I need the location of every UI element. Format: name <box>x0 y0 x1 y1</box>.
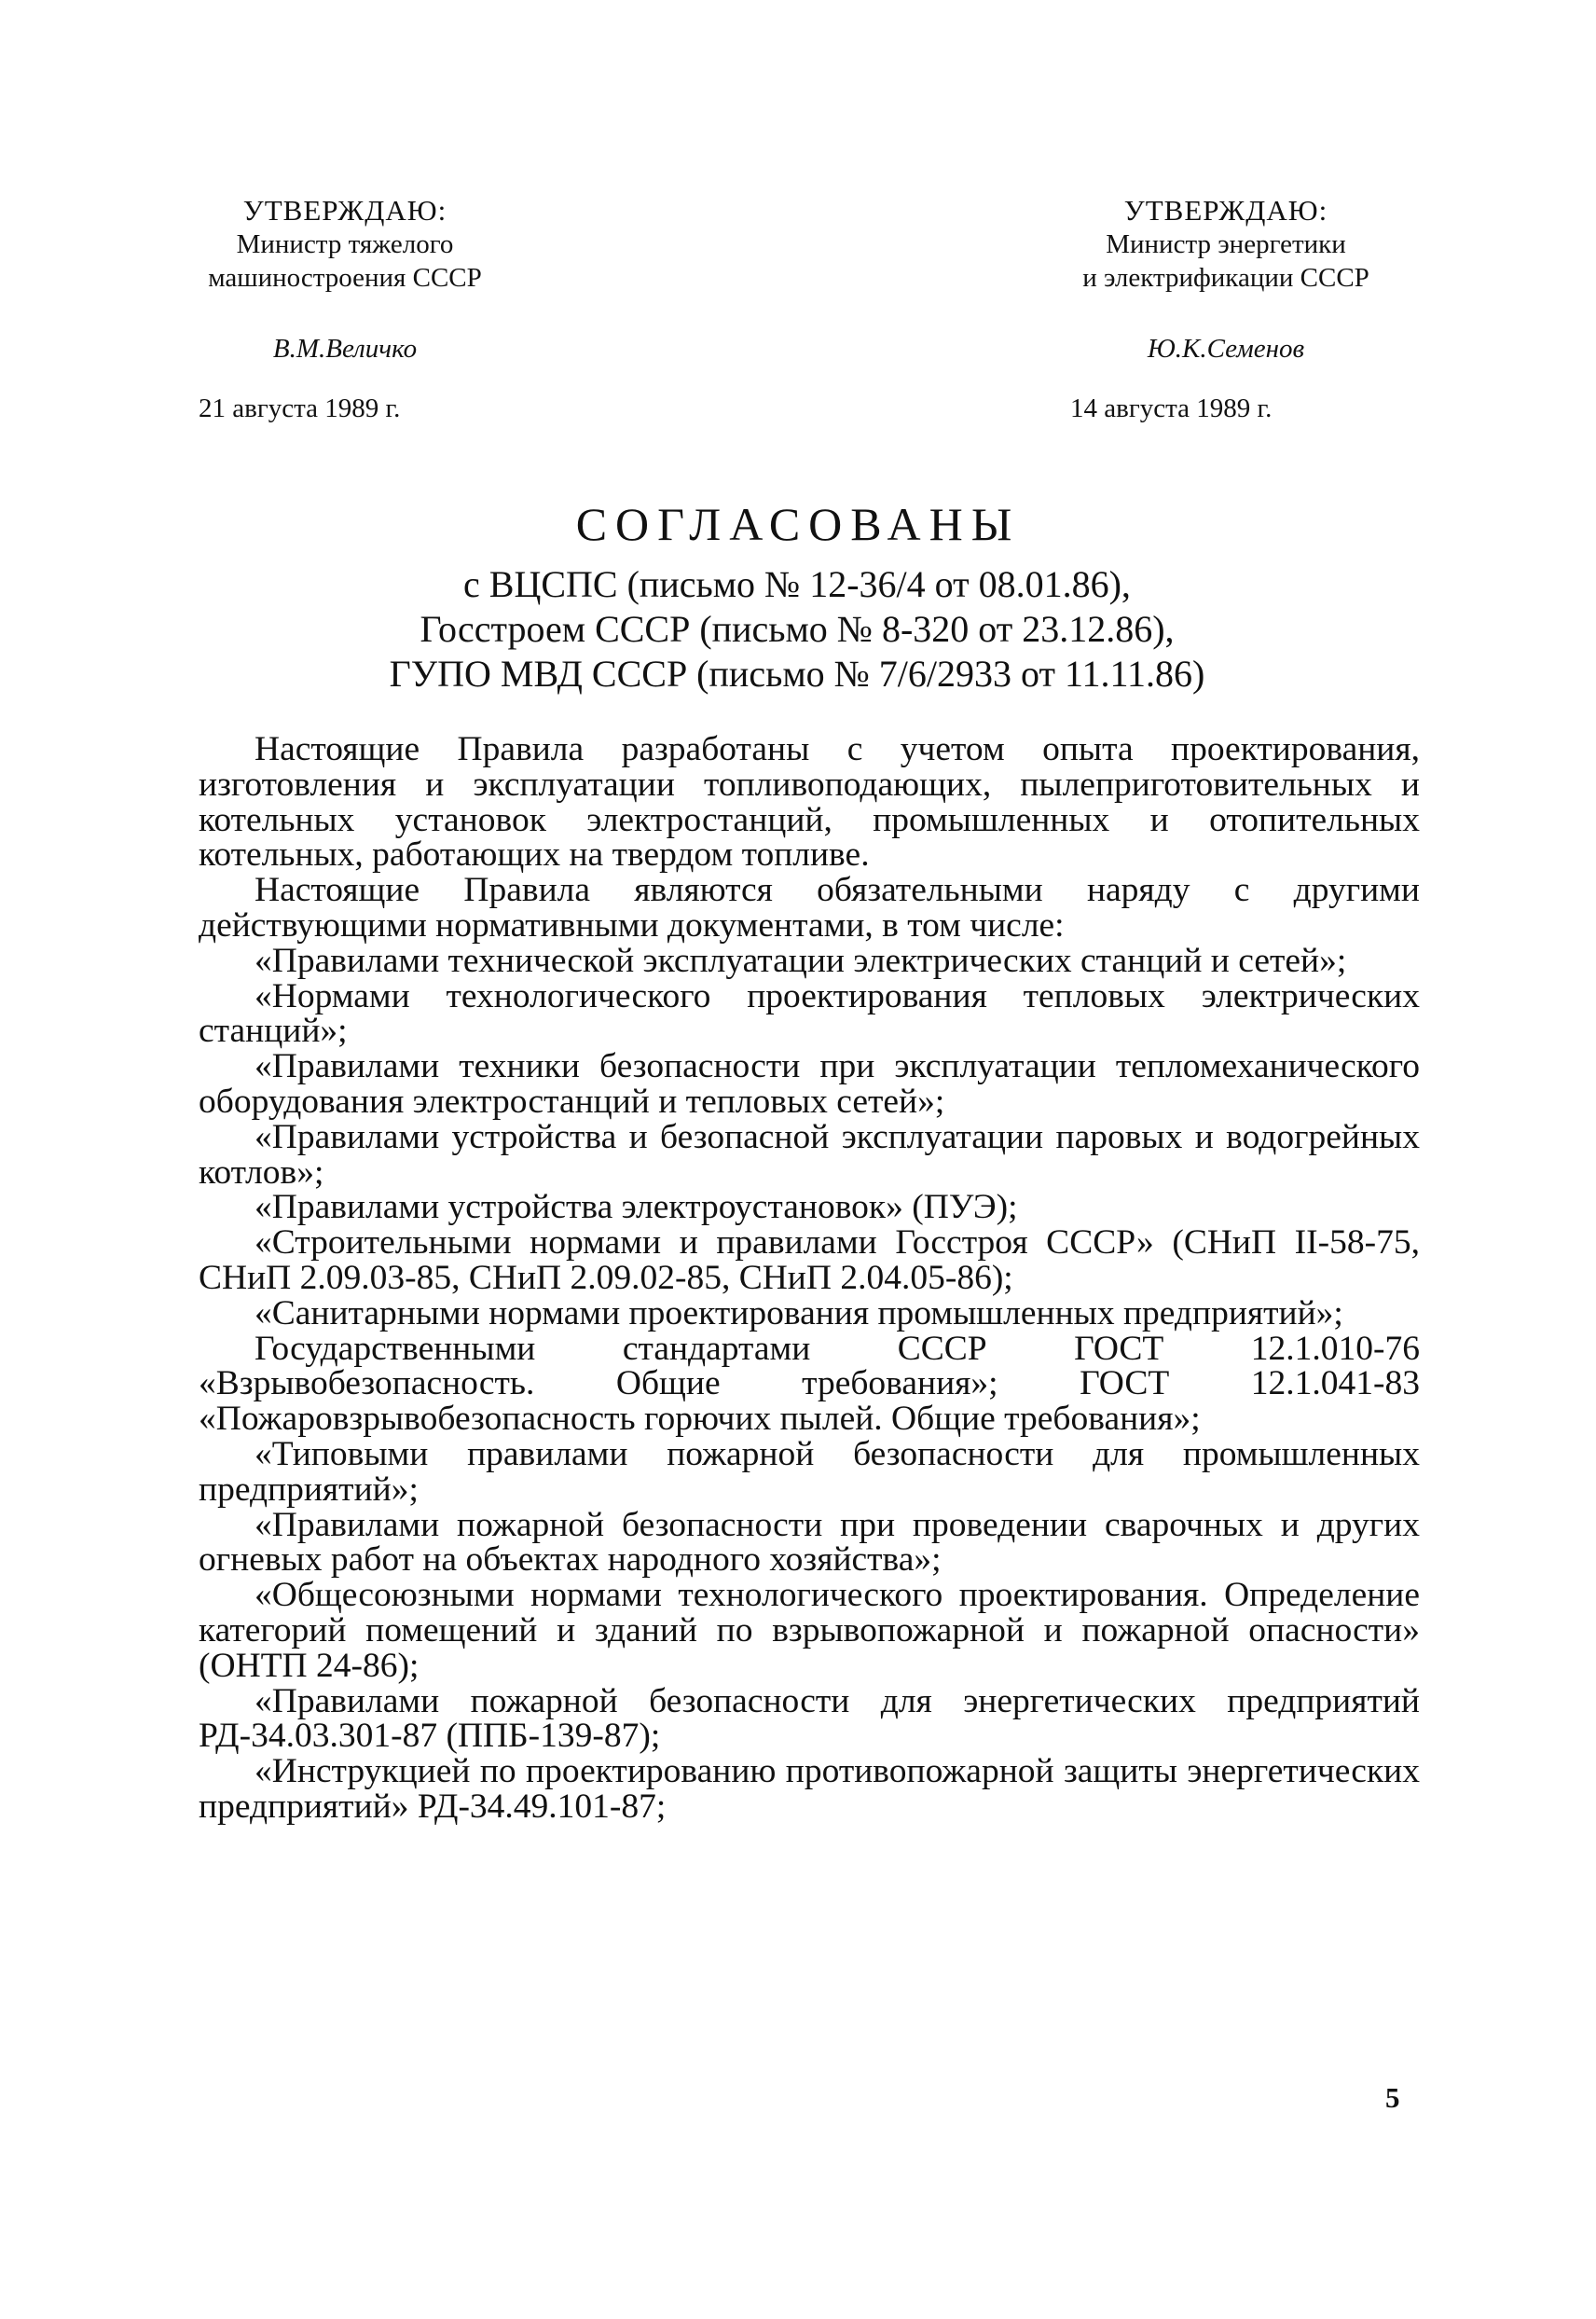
agreed-line: ГУПО МВД СССР (письмо № 7/6/2933 от 11.11.86) <box>389 653 1205 695</box>
paragraph: Настоящие Правила являются обязательными наряду с другими действующими нормативными документами, в том числе: <box>199 871 1420 945</box>
approval-block-right <box>1039 194 1412 366</box>
list-item: «Правилами устройства электроустановок» (ПУЭ); <box>255 1188 1018 1227</box>
approval-ministry: машиностроения СССР <box>208 263 482 293</box>
approval-heading: УТВЕРЖДАЮ: <box>242 194 447 227</box>
approval-position: Министр тяжелого <box>236 229 454 259</box>
list-item: «Правилами пожарной безопасности при проведении сварочных и других огневых работ на объектах народного хозяйства»; <box>199 1505 1420 1580</box>
list-item: «Нормами технологического проектирования тепловых электрических станций»; <box>199 976 1420 1051</box>
approval-date-right: 14 августа 1989 г. <box>1070 393 1273 423</box>
agreed-line: с ВЦСПС (письмо № 12-36/4 от 08.01.86), <box>463 563 1131 605</box>
list-item: Государственными стандартами СССР ГОСТ 12.1.010-76 «Взрывобезопасность. Общие требования»; ГОСТ 12.1.041-83 «Пожаровзрывобезопасность горючих пылей. Общие требования»; <box>199 1329 1420 1439</box>
paragraph: Настоящие Правила разработаны с учетом опыта проектирования, изготовления и эксплуатации топливоподающих, пылеприготовительных и котельных установок электростанций, промышленных и отопительных котельных, работающих на твердом топливе. <box>199 730 1420 875</box>
agreed-list <box>224 562 1370 697</box>
agreed-line: Госстроем СССР (письмо № 8-320 от 23.12.86), <box>420 608 1175 650</box>
list-item: «Правилами технической эксплуатации электрических станций и сетей»; <box>255 941 1347 980</box>
list-item: «Инструкцией по проектированию противопожарной защиты энергетических предприятий» РД-34.49.101-87; <box>199 1752 1420 1826</box>
approval-signatory: Ю.К.Семенов <box>1147 334 1305 364</box>
list-item: «Правилами техники безопасности при эксплуатации тепломеханического оборудования электростанций и тепловых сетей»; <box>199 1047 1420 1121</box>
list-item: «Общесоюзными нормами технологического проектирования. Определение категорий помещений и зданий по взрывопожарной и пожарной опасности» (ОНТП 24-86); <box>199 1576 1420 1685</box>
approval-date-left: 21 августа 1989 г. <box>199 393 401 423</box>
list-item: «Правилами пожарной безопасности для энергетических предприятий РД-34.03.301-87 (ППБ-139-87); <box>199 1681 1420 1756</box>
list-item: «Санитарными нормами проектирования промышленных предприятий»; <box>255 1293 1343 1332</box>
agreed-title: СОГЛАСОВАНЫ <box>575 498 1021 550</box>
page-number: 5 <box>1385 2081 1400 2114</box>
approval-heading: УТВЕРЖДАЮ: <box>1123 194 1328 227</box>
list-item: «Типовыми правилами пожарной безопасности для промышленных предприятий»; <box>199 1434 1420 1509</box>
list-item: «Строительными нормами и правилами Госстроя СССР» (СНиП II-58-75, СНиП 2.09.03-85, СНиП 2.09.02-85, СНиП 2.04.05-86); <box>199 1223 1420 1297</box>
list-item: «Правилами устройства и безопасной эксплуатации паровых и водогрейных котлов»; <box>199 1117 1420 1192</box>
approval-block-left <box>158 194 531 366</box>
body-text <box>199 732 1420 1825</box>
approval-position: Министр энергетики <box>1106 229 1346 259</box>
approval-signatory: В.М.Величко <box>272 334 418 364</box>
approval-ministry: и электрификации СССР <box>1082 263 1369 293</box>
